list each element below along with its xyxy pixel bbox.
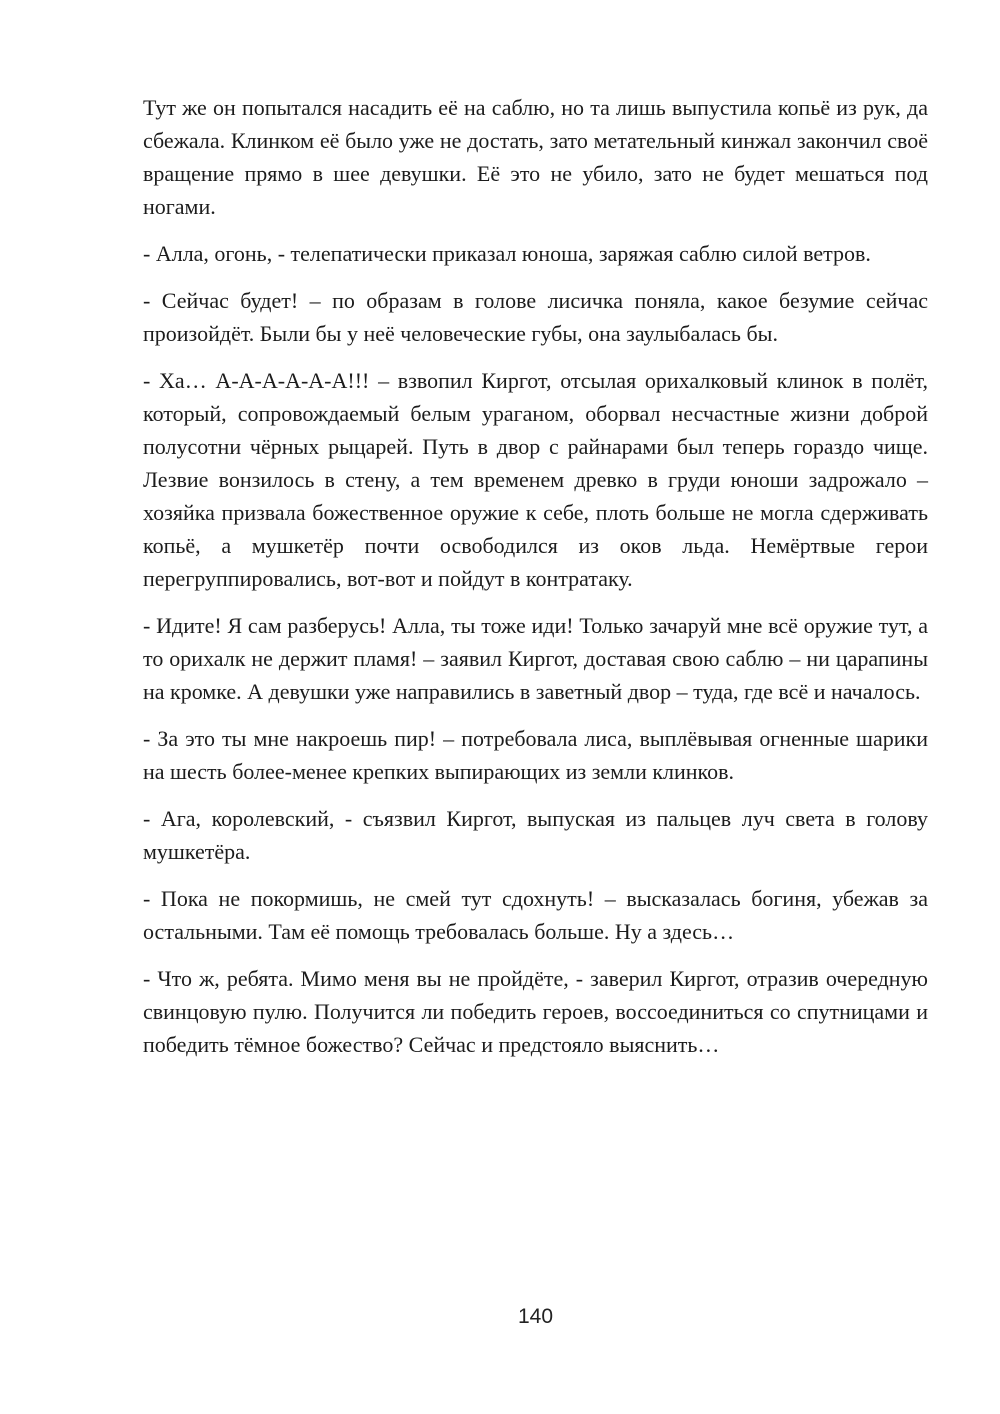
paragraph: - Пока не покормишь, не смей тут сдохнуть! – высказалась богиня, убежав за остальными. Там её помощь требовалась больше. Ну а здесь… <box>143 886 928 944</box>
paragraph: - Ха… А-А-А-А-А-А!!! – взвопил Киргот, отсылая орихалковый клинок в полёт, который, сопровождаемый белым ураганом, оборвал несчастные жизни доброй полусотни чёрных рыцарей. Путь в двор с райнарами был теперь гораздо чище. Лезвие вонзилось в стену, а тем временем древко в груди юноши задрожало – хозяйка призвала божественное оружие к себе, плоть больше не могла сдерживать копьё, а мушкетёр почти освободился из оков льда. Немёртвые герои перегруппировались, вот-вот и пойдут в контратаку. <box>143 368 928 591</box>
paragraph: - Алла, огонь, - телепатически приказал юноша, заряжая саблю силой ветров. <box>143 241 871 266</box>
paragraph: - Что ж, ребята. Мимо меня вы не пройдёте, - заверил Киргот, отразив очередную свинцовую пулю. Получится ли победить героев, воссоединиться со спутницами и победить тёмное божество? Сейчас и предстояло выяснить… <box>143 966 928 1057</box>
page-number: 140 <box>517 1305 554 1328</box>
paragraph: - Идите! Я сам разберусь! Алла, ты тоже иди! Только зачаруй мне всё оружие тут, а то орихалк не держит пламя! – заявил Киргот, доставая свою саблю – ни царапины на кромке. А девушки уже направились в заветный двор – туда, где всё и началось. <box>143 613 928 704</box>
page-footer <box>143 1305 928 1329</box>
page-text-block <box>143 91 928 1075</box>
paragraph: - За это ты мне накроешь пир! – потребовала лиса, выплёвывая огненные шарики на шесть более-менее крепких выпирающих из земли клинков. <box>143 726 928 784</box>
paragraph: Тут же он попытался насадить её на саблю, но та лишь выпустила копьё из рук, да сбежала. Клинком её было уже не достать, зато метательный кинжал закончил своё вращение прямо в шее девушки. Её это не убило, зато не будет мешаться под ногами. <box>143 95 928 219</box>
paragraph: - Сейчас будет! – по образам в голове лисичка поняла, какое безумие сейчас произойдёт. Были бы у неё человеческие губы, она заулыбалась бы. <box>143 288 928 346</box>
paragraph: - Ага, королевский, - съязвил Киргот, выпуская из пальцев луч света в голову мушкетёра. <box>143 806 928 864</box>
